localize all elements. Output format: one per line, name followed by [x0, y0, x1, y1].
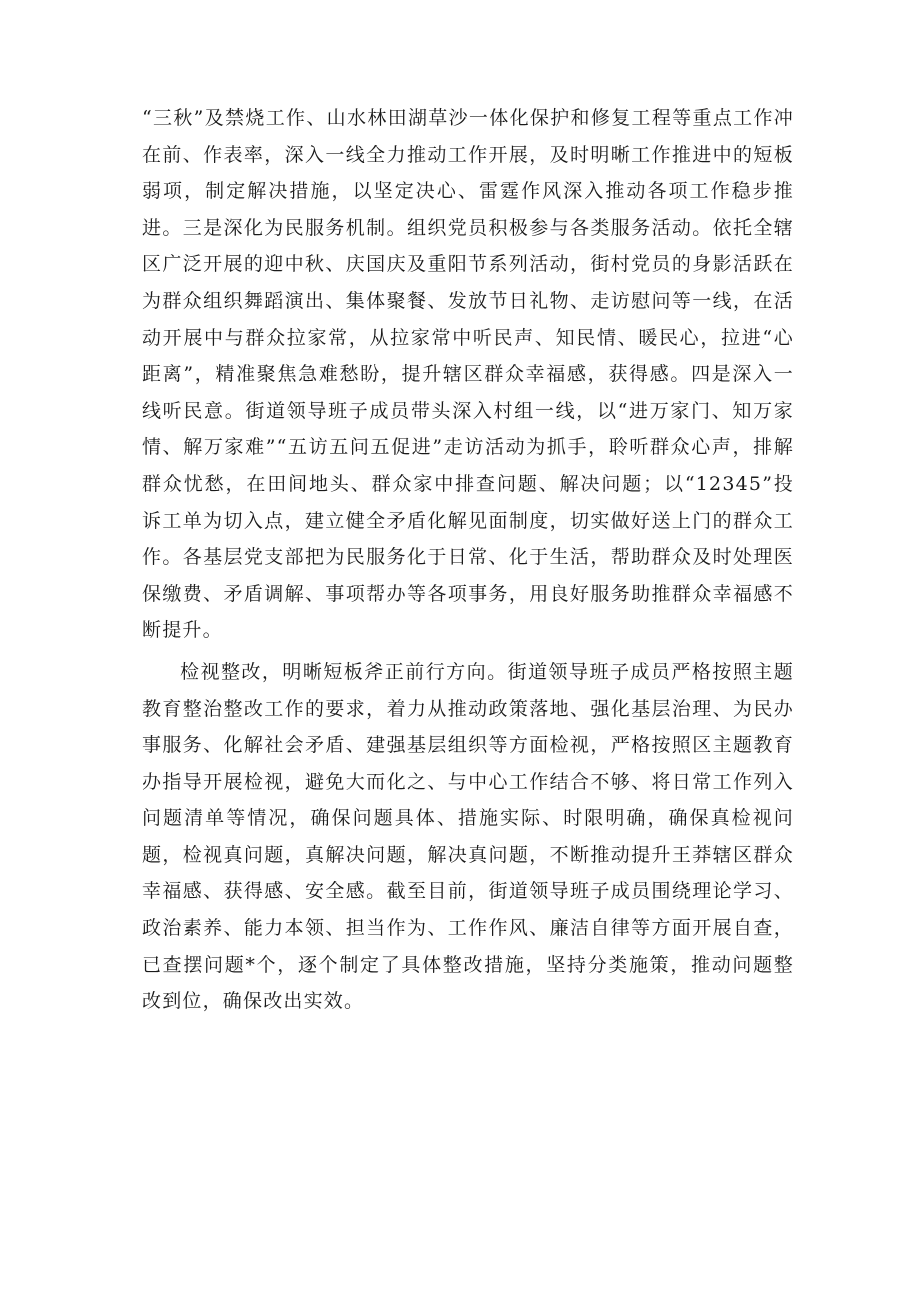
- paragraph-inspection-rectification: 检视整改，明晰短板斧正前行方向。街道领导班子成员严格按照主题教育整治整改工作的要求，着力从推动政策落地、强化基层治理、为民办事服务、化解社会矛盾、建强基层组织等方面检视，严格按照区主题教育办指导开展检视，避免大而化之、与中心工作结合不够、将日常工作列入问题清单等情况，确保问题具体、措施实际、时限明确，确保真检视问题，检视真问题，真解决问题，解决真问题，不断推动提升王莽辖区群众幸福感、获得感、安全感。截至目前，街道领导班子成员围绕理论学习、政治素养、能力本领、担当作为、工作作风、廉洁自律等方面开展自查，已查摆问题*个，逐个制定了具体整改措施，坚持分类施策，推动问题整改到位，确保改出实效。: [142, 660, 794, 1013]
- document-body: [142, 100, 794, 1020]
- paragraph-continued: “三秋”及禁烧工作、山水林田湖草沙一体化保护和修复工程等重点工作冲在前、作表率，深入一线全力推动工作开展，及时明晰工作推进中的短板弱项，制定解决措施，以坚定决心、雷霆作风深入推动各项工作稳步推进。三是深化为民服务机制。组织党员积极参与各类服务活动。依托全辖区广泛开展的迎中秋、庆国庆及重阳节系列活动，街村党员的身影活跃在为群众组织舞蹈演出、集体聚餐、发放节日礼物、走访慰问等一线，在活动开展中与群众拉家常，从拉家常中听民声、知民情、暖民心，拉进“心距离”，精准聚焦急难愁盼，提升辖区群众幸福感，获得感。四是深入一线听民意。街道领导班子成员带头深入村组一线，以“进万家门、知万家情、解万家难”“五访五问五促进”走访活动为抓手，聆听群众心声，排解群众忧愁，在田间地头、群众家中排查问题、解决问题；以“12345”投诉工单为切入点，建立健全矛盾化解见面制度，切实做好送上门的群众工作。各基层党支部把为民服务化于日常、化于生活，帮助群众及时处理医保缴费、矛盾调解、事项帮办等各项事务，用良好服务助推群众幸福感不断提升。: [142, 107, 794, 642]
